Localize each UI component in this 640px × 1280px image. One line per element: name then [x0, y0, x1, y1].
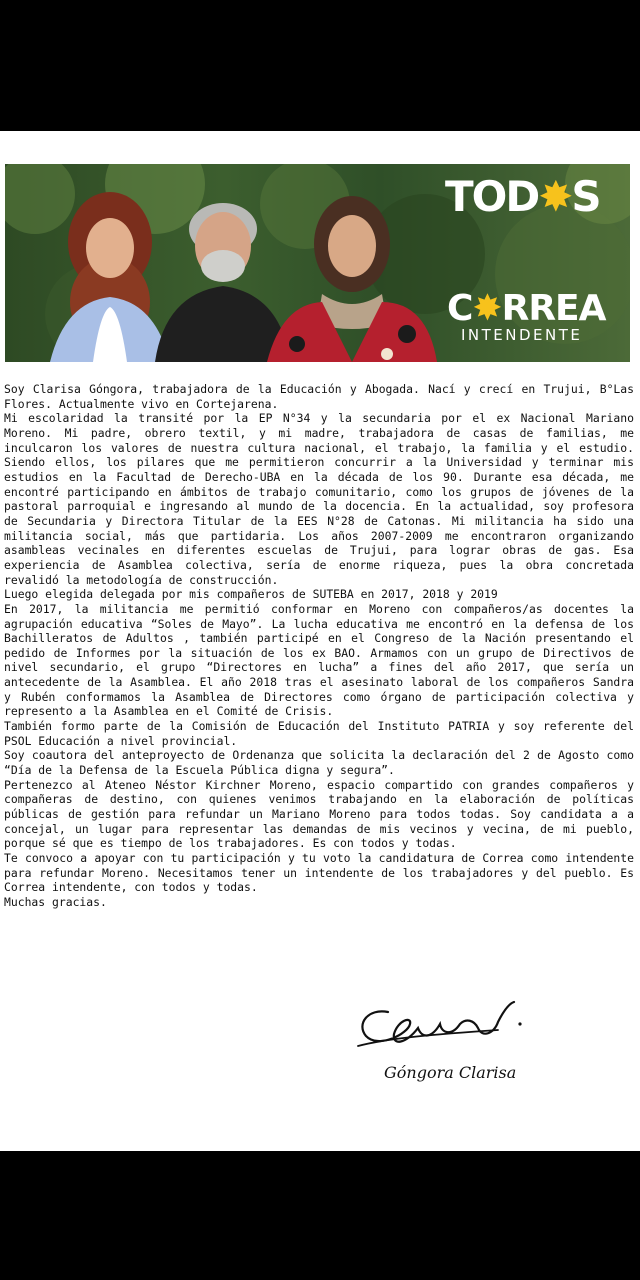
letter-body: [4, 382, 634, 910]
correa-logo: C✸RREA: [447, 288, 606, 329]
paragraph-ordinance: Soy coautora del anteproyecto de Ordenanza que solicita la declaración del 2 de Agosto como “Día de la Defensa de la Escuela Pública digna y segura”.: [4, 748, 634, 778]
paragraph-patria: También formo parte de la Comisión de Educación del Instituto PATRIA y soy referente del PSOL Educación a nivel provincial.: [4, 719, 634, 748]
handwritten-signature: [348, 994, 568, 1089]
paragraph-biography: Mi escolaridad la transité por la EP N°34 y la secundaria por el ex Nacional Mariano Moreno. Mi padre, obrero textil, y mi madre, trabajadora de casas de familias, me inculcaron los valores de nuestra cultura nacional, el trabajo, la familia y el estudio. Siendo ellos, los pilares que me permitieron concurrir a la Universidad y terminar mis estudios en la Facultad de Derecho-UBA en la década de los 90. Durante esa década, me encontré participando en ámbitos de trabajo comunitario, como los grupos de jóvenes de la pastoral parroquial e ingresando al mundo de la docencia. En la actualidad, soy profesora de Secundaria y Directora Titular de la EES N°28 de Catonas. Mi militancia ha sido una militancia social, más que partidaria. Los años 2007-2009 me encontraron organizando asambleas vecinales en diferentes escuelas de Trujui, para lograr obras de gas. Esa experiencia de Asamblea colectiva, sería de enorme riqueza, pues la obra concretada revalidó la metodología de construcción.: [4, 411, 634, 587]
paragraph-call-to-vote: Te convoco a apoyar con tu participación y tu voto la candidatura de Correa como intendente para refundar Moreno. Necesitamos tener un intendente de los trabajadores y del pueblo. Es Correa intendente, con todos y todas.: [4, 851, 634, 895]
paragraph-delegate: Luego elegida delegada por mis compañeros de SUTEBA en 2017, 2018 y 2019: [4, 587, 498, 602]
paragraph-ateneo: Pertenezco al Ateneo Néstor Kirchner Moreno, espacio compartido con grandes compañeros y compañeras de destino, con quienes venimos trabajando en la elaboración de políticas públicas de gestión para refundar un Mariano Moreno para todos todas. Soy candidata a a concejal, un lugar para representar las demandas de mis vecinos y vecina, de mi pueblo, porque sé que es tiempo de los trabajadores. Es con todos y todas.: [4, 777, 634, 851]
paragraph-thanks: Muchas gracias.: [4, 894, 107, 909]
signature-name: Góngora Clarisa: [384, 1063, 517, 1082]
todos-logo: TOD✸S: [445, 172, 600, 221]
paragraph-intro: Soy Clarisa Góngora, trabajadora de la Educación y Abogada. Nací y crecí en Trujui, B°Las Flores. Actualmente vivo en Cortejarena.: [4, 382, 634, 411]
document-page: [0, 131, 640, 1151]
person-right-photo: [267, 184, 437, 362]
paragraph-militancy: En 2017, la militancia me permitió conformar en Moreno con compañeros/as docentes la agrupación educativa “Soles de Mayo”. La lucha educativa me encontró en la defensa de los Bachilleratos de Adultos , también participé en el Congreso de la Nación presentando el pedido de Informes por la situación de los ex BAO. Armamos con un grupo de Directivos de nivel secundario, el grupo “Directores en lucha” a fines del año 2017, que sería un antecedente de la Asamblea. El año 2018 tras el asesinato laboral de los compañeros Sandra y Rubén conformamos la Asamblea de Directores como órgano de participación colectiva y represento a la Asamblea en el Comité de Crisis.: [4, 601, 634, 719]
campaign-banner: [5, 164, 630, 362]
intendente-label: INTENDENTE: [461, 326, 583, 344]
